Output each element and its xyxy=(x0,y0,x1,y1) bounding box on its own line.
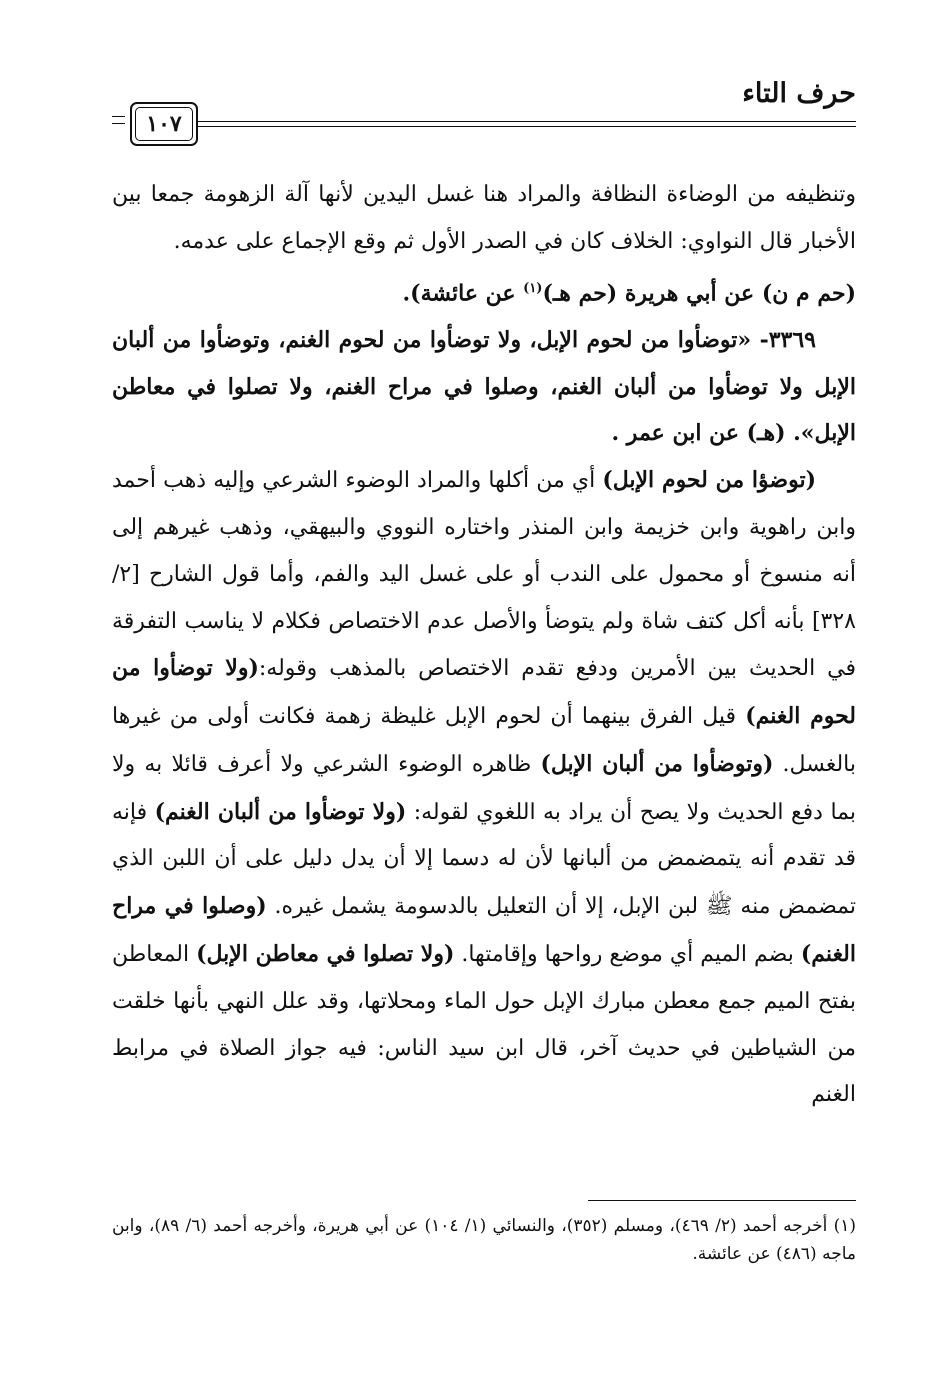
footnotes xyxy=(112,1212,856,1268)
main-text xyxy=(112,172,856,1119)
header-rule-end xyxy=(112,116,125,124)
commentary-quote-6: (ولا تصلوا في معاطن الإبل) xyxy=(196,941,455,968)
hadith-entry xyxy=(112,317,856,457)
commentary-quote-5: (وصلوا في مراح الغنم) xyxy=(112,893,856,968)
source-citation xyxy=(112,266,856,317)
commentary-text-2: قيل الفرق بينهما أن لحوم الإبل غليظة زهمة فكانت أولى من غيرها بالغسل. xyxy=(112,704,856,777)
footnote-separator xyxy=(588,1200,856,1201)
hadith-number: ٣٣٦٩- xyxy=(751,326,816,353)
commentary-text-4: فإنه قد تقدم أنه يتمضمض من ألبانها لأن له دسما إلا أن يدل دليل على أن اللبن الذي تمضمض منه ﷺ لبن الإبل، إلا أن التعليل بالدسومة يشمل غيره. xyxy=(112,799,856,920)
commentary-quote-1: (توضؤا من لحوم الإبل) xyxy=(602,467,816,494)
page-number: ١٠٧ xyxy=(146,111,182,137)
commentary-text-5: بضم الميم أي موضع رواحها وإقامتها. xyxy=(454,942,801,968)
running-title: حرف التاء xyxy=(742,78,856,109)
hadith-text: «توضأوا من لحوم الإبل، ولا توضأوا من لحوم الغنم، وتوضأوا من ألبان الإبل ولا توضأوا من ألبان الغنم، وصلوا في مراح الغنم، ولا تصلوا في معاطن الإبل». (هـ) عن ابن عمر . xyxy=(112,326,856,447)
commentary-quote-3: (وتوضأوا من ألبان الإبل) xyxy=(540,750,774,777)
commentary-quote-2: (ولا توضأوا من لحوم الغنم) xyxy=(112,655,856,730)
commentary-text-6: المعاطن بفتح الميم جمع معطن مبارك الإبل حول الماء ومحلاتها، وقد علل النهي بأنها خلقت من الشياطين في حديث آخر، قال ابن سيد الناس: فيه جواز الصلاة في مرابط الغنم xyxy=(112,942,856,1108)
footnote-marker: (١) xyxy=(523,280,543,296)
source-part-a: (حم م ن) عن أبي هريرة (حم هـ) xyxy=(542,279,856,306)
intro-text: وتنظيفه من الوضاءة النظافة والمراد هنا غسل اليدين لأنها آلة الزهومة جمعا بين الأخبار قال النواوي: الخلاف كان في الصدر الأول ثم وقع الإجماع على عدمه. xyxy=(112,182,856,254)
paragraph-intro xyxy=(112,172,856,266)
commentary-text-3: ظاهره الوضوء الشرعي ولا أعرف قائلا به ولا بما دفع الحديث ولا يصح أن يراد به اللغوي لقوله: xyxy=(112,751,856,825)
commentary xyxy=(112,457,856,1119)
commentary-quote-4: (ولا توضأوا من ألبان الغنم) xyxy=(154,798,407,825)
footnote-1: (١) أخرجه أحمد (٢/ ٤٦٩)، ومسلم (٣٥٢)، والنسائي (١/ ١٠٤) عن أبي هريرة، وأخرجه أحمد (٦/ ٨٩)، وابن ماجه (٤٨٦) عن عائشة. xyxy=(112,1216,856,1264)
source-part-b: عن عائشة). xyxy=(402,279,524,306)
header-rule xyxy=(198,121,856,127)
page-number-box xyxy=(130,102,198,146)
commentary-text-1: أي من أكلها والمراد الوضوء الشرعي وإليه ذهب أحمد وابن راهوية وابن خزيمة وابن المنذر واختاره النووي والبيهقي، وذهب غيرهم إلى أنه منسوخ أو محمول على الندب أو على غسل اليد والفم، وأما قول الشارح [٢/ ٣٢٨] بأنه أكل كتف شاة ولم يتوضأ والأصل عدم الاختصاص فكلام لا يناسب التفرقة في الحديث بين الأمرين ودفع تقدم الاختصاص بالمذهب وقوله: xyxy=(112,468,856,682)
page-header xyxy=(112,78,856,148)
